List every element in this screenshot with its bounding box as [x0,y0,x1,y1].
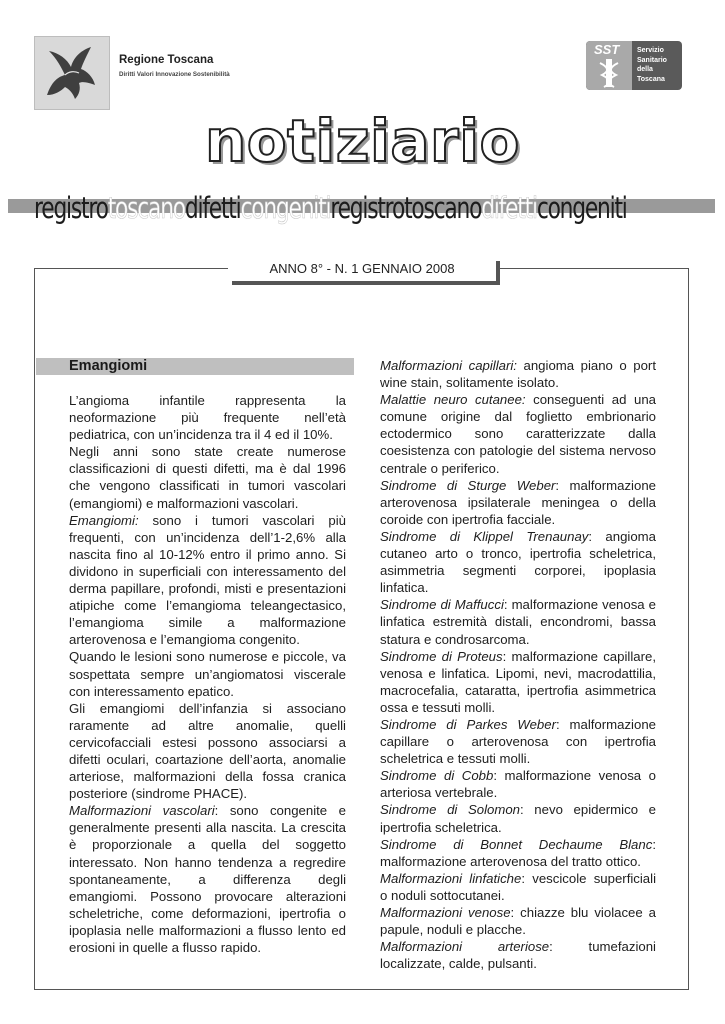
masthead-title: notiziario [205,107,520,175]
paragraph-text: : malformazione arterovenosa ipsilaterale meningea o della coroide con ipertrofia facciale. [380,477,656,527]
paragraph-term: Sindrome di Solomon [380,802,521,818]
paragraph [380,716,656,767]
paragraph-text: : angioma cutaneo arto o tronco, ipertrofia scheletrica, asimmetria segmenti corporei, ipoplasia linfatica. [380,528,656,596]
paragraph [69,648,346,699]
sst-name-line: Sanitario [637,56,667,64]
paragraph-text: Quando le lesioni sono numerose e piccole, va sospettata sempre un’angiomatosi viscerale con interessamento epatico. [69,649,346,699]
sst-name [637,46,681,84]
paragraph-text: : malformazione venosa e linfatica estremità distali, encondromi, bassa statura e condrosarcoma. [380,597,656,647]
paragraph-term: Malformazioni capillari: [380,358,517,373]
band-word: congeniti [536,191,627,225]
paragraph [69,443,346,511]
band-word: difetti [481,191,537,225]
paragraph-text: L’angioma infantile rappresenta la neoformazione più frequente nell’età pediatrica, con un’incidenza tra il 4 ed il 10%. [69,393,346,443]
paragraph-text: : nevo epidermico e ipertrofia scheletrica. [380,802,656,835]
paragraph-text: sono i tumori vascolari più frequenti, con un’incidenza dell’1-2,6% alla nascita fino al 10-12% entro il primo anno. Si dividono in superficiali con interessamento del derma papillare, profondi, misti e presentazioni atipiche come l’emangioma teleangectasico, l’emangioma simile a malformazione arterovenosa e l’emangioma congenito. [69,512,346,648]
regione-toscana-logo [34,36,110,110]
paragraph-term: Malformazioni linfatiche [380,870,522,886]
paragraph-text: Negli anni sono state create numerose classificazioni di questi difetti, ma è dal 1996 che vengono classificati in tumori vascolari (emangiomi) e malformazioni vascolari. [69,444,346,511]
paragraph [380,801,656,835]
paragraph-text: Gli emangiomi dell’infanzia si associano raramente ad altre anomalie, quelli cervicofacciali estesi possono associarsi a difetti oculari, coartazione dell’aorta, anomalie arteriose, malformazioni della fossa cranica posteriore (sindrome PHACE). [69,700,346,802]
paragraph [69,392,346,443]
region-name: Regione Toscana [119,54,214,66]
band-word: toscano [404,191,482,225]
band-word: registro [34,191,108,225]
region-subtitle: Diritti Valori Innovazione Sostenibilità [119,71,230,78]
paragraph-text: : vescicole superficiali o noduli sottocutanei. [380,870,657,903]
paragraph [380,767,656,801]
paragraph-term: Sindrome di Parkes Weber [380,716,556,732]
paragraph-term: Sindrome di Maffucci [380,597,504,613]
paragraph-term: Malattie neuro cutanee: [380,392,526,408]
sst-badge: SST [594,42,620,57]
right-column [380,357,656,972]
paragraph-text: : malformazione venosa o arteriosa vertebrale. [380,768,657,801]
paragraph-term: Malformazioni arteriose [380,939,550,955]
paragraph [380,938,656,972]
paragraph-term: Sindrome di Cobb [380,768,494,784]
sst-name-line: della [637,66,653,74]
paragraph-text: : tumefazioni localizzate, calde, pulsanti. [380,939,656,972]
paragraph-text: conseguenti ad una comune origine dal foglietto embrionario ectodermico sono caratterizzate dalla coesistenza con patologie del sistema nervoso centrale o periferico. [380,392,656,476]
paragraph-text: : chiazze blu violacee a papule, noduli e placche. [380,905,656,938]
paragraph [380,836,656,870]
paragraph-term: Emangiomi: [69,512,139,528]
paragraph [380,477,656,528]
paragraph-text: angioma piano o port wine stain, solitamente isolato. [380,358,656,391]
paragraph [69,700,346,803]
paragraph [69,512,346,649]
paragraph-text: : sono congenite e generalmente presenti alla nascita. La crescita è proporzionale a quella del soggetto interessato. Non hanno tendenza a regredire spontaneamente, a differenza degli emangiomi. Possono provocare alterazioni scheletriche, come deformazioni, ipertrofia o ipoplasia nelle malformazioni a flusso lento ed erosioni in quelle a flusso rapido. [69,803,346,955]
paragraph-text: : malformazione capillare o arterovenosa con ipertrofia scheletrica e tessuti molli. [380,716,656,767]
paragraph [380,904,656,938]
paragraph-term: Sindrome di Klippel Trenaunay [380,528,589,544]
sst-name-line: Servizio [637,47,664,54]
band-word: difetti [184,191,241,225]
left-column [69,392,346,956]
masthead-band-text [34,190,627,226]
paragraph [380,391,656,476]
paragraph-term: Sindrome di Proteus [380,648,503,664]
paragraph-term: Sindrome di Sturge Weber [380,477,556,493]
paragraph-term: Sindrome di Bonnet Dechaume Blanc [380,836,653,852]
paragraph-term: Malformazioni vascolari [69,803,215,819]
band-word: registro [330,191,405,225]
paragraph [380,648,656,716]
sst-emblem [586,41,632,90]
paragraph-text: : malformazione capillare, venosa e linfatica. Lipomi, nevi, macrodattilia, macrocefalia, cataratta, ipertrofia asimmetrica ossa e tessuti molli. [380,648,656,715]
sst-name-line: Toscana [637,75,665,83]
issue-label: ANNO 8° - N. 1 GENNAIO 2008 [228,257,496,281]
band-word: congeniti [240,191,331,225]
paragraph [380,528,656,596]
paragraph-term: Malformazioni venose [380,905,511,920]
paragraph [380,357,656,391]
paragraph-text: : malformazione arterovenosa del tratto ottico. [380,836,656,869]
paragraph [69,802,346,956]
paragraph [380,596,656,647]
section-title: Emangiomi [69,358,148,374]
paragraph [380,870,656,904]
winged-horse-icon [35,37,109,109]
band-word: toscano [107,191,185,225]
sst-logo [586,41,682,90]
